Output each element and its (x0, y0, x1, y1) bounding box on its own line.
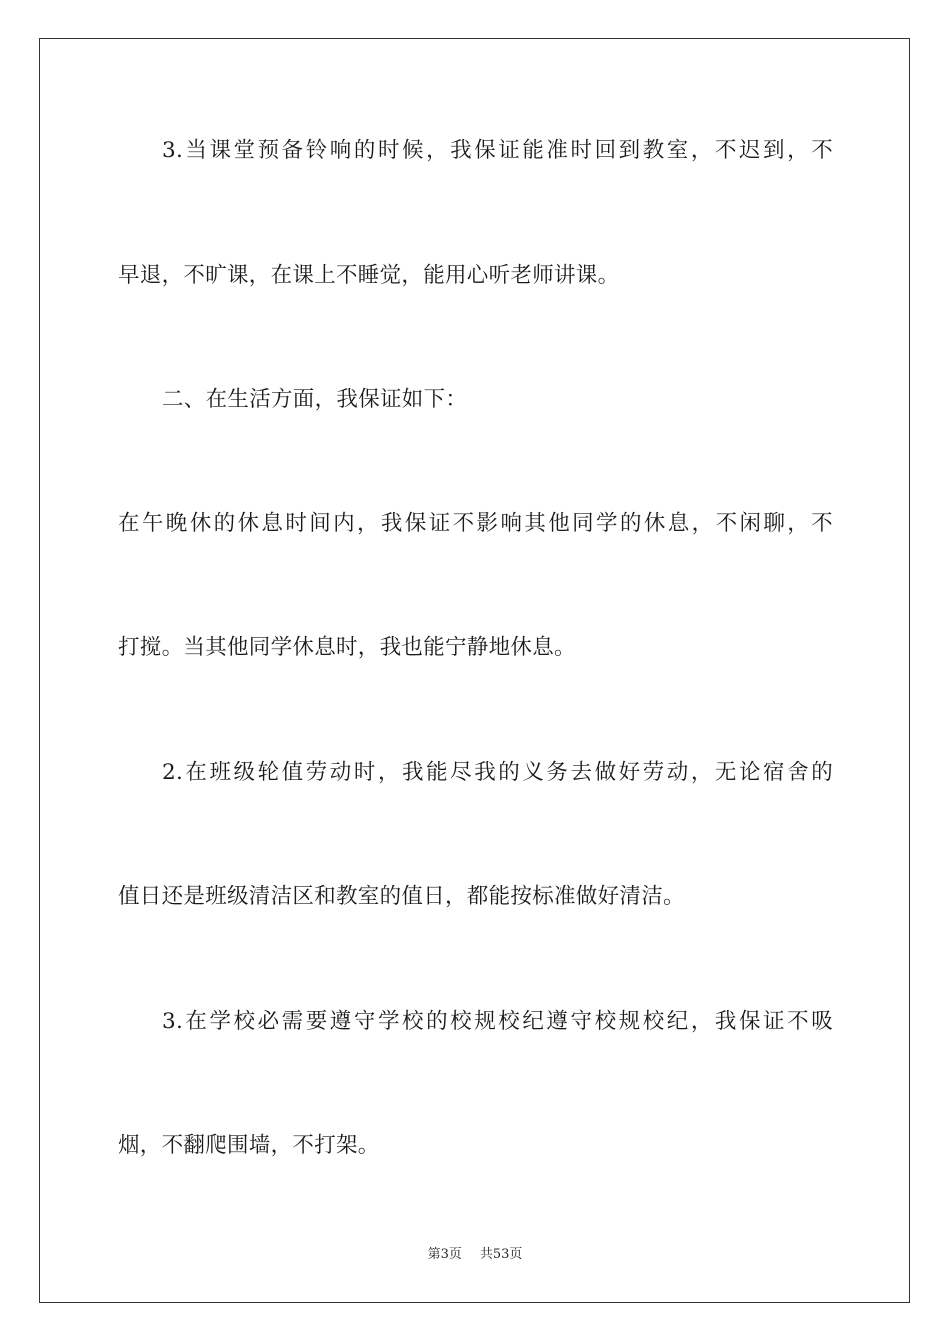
paragraph-5-line-1: 3.在学校必需要遵守学校的校规校纪遵守校规校纪，我保证不吸 (162, 1009, 833, 1034)
paragraph-4-line-1: 2.在班级轮值劳动时，我能尽我的义务去做好劳动，无论宿舍的 (162, 760, 833, 785)
section-heading-life: 二、在生活方面，我保证如下： (162, 387, 468, 412)
paragraph-1-line-1: 3.当课堂预备铃响的时候，我保证能准时回到教室，不迟到，不 (162, 138, 833, 163)
paragraph-3-line-2: 打搅。当其他同学休息时，我也能宁静地休息。 (118, 635, 576, 660)
paragraph-5-line-2: 烟，不翻爬围墙，不打架。 (118, 1133, 380, 1158)
page-frame (39, 38, 910, 1303)
paragraph-3-line-1: 在午晚休的休息时间内，我保证不影响其他同学的休息，不闲聊，不 (118, 511, 833, 536)
paragraph-1-line-2: 早退，不旷课，在课上不睡觉，能用心听老师讲课。 (118, 263, 620, 288)
page-number: 第3页 (427, 1247, 462, 1262)
page-total: 共53页 (479, 1247, 523, 1262)
paragraph-4-line-2: 值日还是班级清洁区和教室的值日，都能按标准做好清洁。 (118, 884, 685, 909)
page-footer (0, 1246, 950, 1264)
